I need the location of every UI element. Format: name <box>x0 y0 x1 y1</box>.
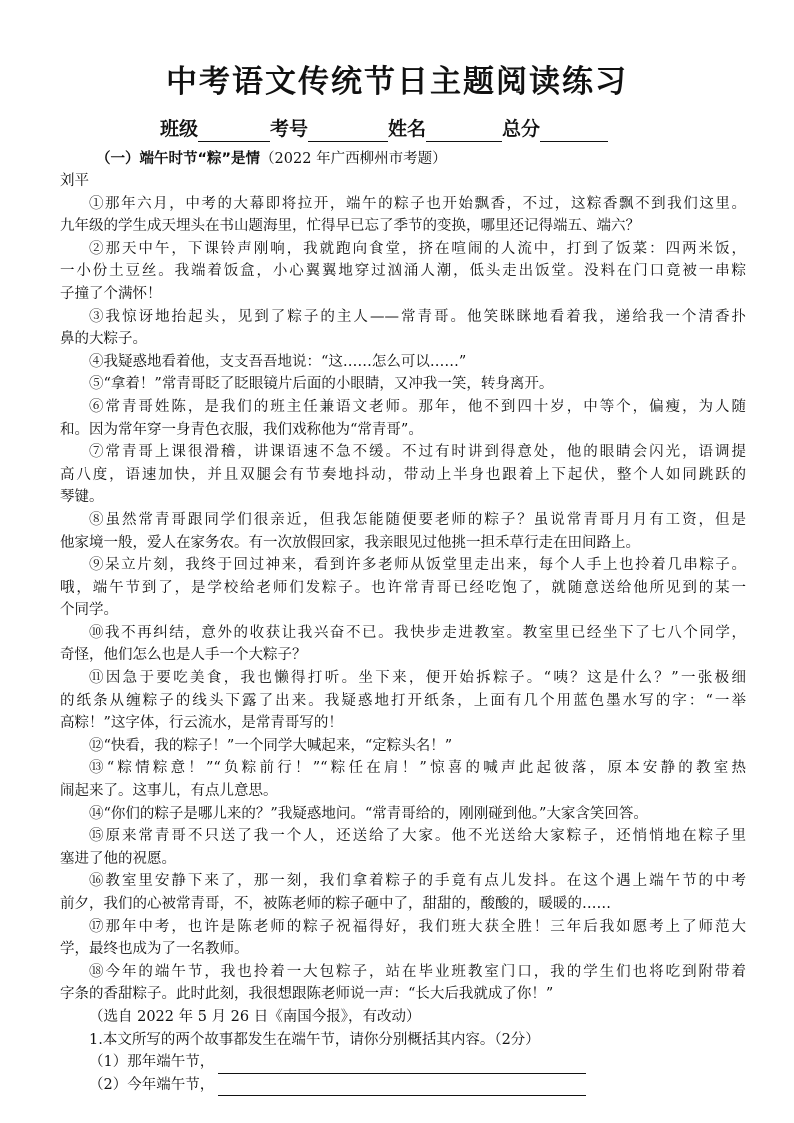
paragraph-line: ⑮原来常青哥不只送了我一个人，还送给了大家。他不光送给大家粽子，还悄悄地在粽子里 <box>89 828 746 845</box>
class-blank[interactable] <box>198 121 270 142</box>
paragraph-line: 鼻的大粽子。 <box>60 331 147 348</box>
paragraph-line: 个同学。 <box>60 602 118 619</box>
paragraph <box>60 757 746 802</box>
citation: （选自 2022 年 5 月 26 日《南国今报》，有改动） <box>89 1008 421 1025</box>
paragraph-line: ⑱今年的端午节，我也拎着一大包粽子，站在毕业班教室门口，我的学生们也将吃到附带着 <box>89 963 746 980</box>
paragraph <box>60 396 746 441</box>
answer-row <box>60 1074 746 1097</box>
paragraph-line: 和。因为常年穿一身青色衣服，我们戏称他为“常青哥”。 <box>60 421 423 438</box>
paragraph <box>60 825 746 870</box>
paragraph-line: ⑭“你们的粽子是哪儿来的？”我疑惑地问。“常青哥给的，刚刚碰到他。”大家含笑回答。 <box>89 805 648 822</box>
paragraph-line: ②那天中午，下课铃声刚响，我就跑向食堂，挤在喧闹的人流中，打到了饭菜：四两米饭， <box>89 240 746 257</box>
section-heading <box>96 148 736 170</box>
author: 刘平 <box>60 173 89 189</box>
paragraph <box>60 803 746 826</box>
paragraph-line: 闹起来了。这事儿，有点儿意思。 <box>60 783 278 800</box>
section-title: （一）端午时节“粽”是情 <box>96 151 261 167</box>
exam-no-blank[interactable] <box>308 121 388 142</box>
paragraph-line: ⑨呆立片刻，我终于回过神来，看到许多老师从饭堂里走出来，每个人手上也拎着几串粽子。 <box>89 557 746 574</box>
paragraph-line: ⑰那年中考，也许是陈老师的粽子祝福得好，我们班大获全胜！三年后我如愿考上了师范大 <box>89 918 746 935</box>
paragraph <box>60 961 746 1006</box>
paragraph <box>60 554 746 622</box>
paragraph <box>60 667 746 735</box>
answer-blank[interactable] <box>218 1056 586 1074</box>
paragraph <box>60 441 746 509</box>
paragraph-line: ⑧虽然常青哥跟同学们很亲近，但我怎能随便要老师的粽子？虽说常青哥月月有工资，但是 <box>89 511 746 528</box>
article-body <box>60 170 746 1096</box>
name-label: 姓名 <box>388 118 427 140</box>
page-title: 中考语文传统节日主题阅读练习 <box>166 64 628 100</box>
paragraph-line: ⑤“拿着！”常青哥眨了眨眼镜片后面的小眼睛，又冲我一笑，转身离开。 <box>89 376 554 393</box>
answer-blank[interactable] <box>218 1078 586 1096</box>
answer-row <box>60 1051 746 1074</box>
paragraph-line: 子撞了个满怀！ <box>60 285 162 302</box>
paragraph-line: 九年级的学生成天埋头在书山题海里，忙得早已忘了季节的变换，哪里还记得端五、端六？ <box>60 218 640 235</box>
paragraph-line: ⑩我不再纠结，意外的收获让我兴奋不已。我快步走进教室。教室里已经坐下了七八个同学， <box>89 624 746 641</box>
paragraph-line: 前夕，我们的心被常青哥，不，被陈老师的粽子砸中了，甜甜的，酸酸的，暖暖的…… <box>60 896 611 912</box>
paragraph-line: ①那年六月，中考的大幕即将拉开，端午的粽子也开始飘香，不过，这粽香飘不到我们这里。 <box>89 195 746 212</box>
paragraph <box>60 735 746 758</box>
paragraph-line: ⑬“粽情粽意！”“负粽前行！”“粽任在肩！”惊喜的喊声此起彼落，原本安静的教室热 <box>89 760 746 777</box>
answer-label: （1）那年端午节， <box>89 1054 215 1071</box>
paragraph <box>60 622 746 667</box>
class-label: 班级 <box>160 118 199 140</box>
paragraph-line: ⑫“快看，我的粽子！”一个同学大喊起来，“定粽头名！” <box>89 737 453 754</box>
paragraph <box>60 238 746 306</box>
paragraph-line: 高粽！”这字体，行云流水，是常青哥写的！ <box>60 715 343 732</box>
paragraph-line: ④我疑惑地看着他，支支吾吾地说：“这……怎么可以……” <box>89 353 467 370</box>
paragraph-line: 奇怪，他们怎么也是人手一个大粽子？ <box>60 647 307 664</box>
name-blank[interactable] <box>426 121 502 142</box>
article-paragraphs <box>60 193 746 1006</box>
paragraph-line: 字条的香甜粽子。此时此刻，我很想跟陈老师说一声：“长大后我就成了你！” <box>60 986 554 1003</box>
paragraph-line: 塞进了他的祝愿。 <box>60 850 176 867</box>
score-label: 总分 <box>502 118 541 140</box>
paragraph <box>60 306 746 351</box>
paragraph-line: ③我惊讶地抬起头，见到了粽子的主人——常青哥。他笑眯眯地看着我，递给我一个清香扑 <box>89 308 746 325</box>
paragraph-line: 琴键。 <box>60 489 104 506</box>
paragraph-line: ⑥常青哥姓陈，是我们的班主任兼语文老师。那年，他不到四十岁，中等个，偏瘦，为人随 <box>89 398 746 415</box>
question-prompt: 1.本文所写的两个故事都发生在端午节，请你分别概括其内容。（2分） <box>89 1031 540 1048</box>
answer-label: （2）今年端午节， <box>89 1076 215 1093</box>
paragraph-line: 的纸条从缠粽子的线头下露了出来。我疑惑地打开纸条，上面有几个用蓝色墨水写的字：“一举 <box>60 692 746 709</box>
section-source: （2022 年广西柳州市考题） <box>260 151 447 167</box>
paragraph-line: ⑯教室里安静下来了，那一刻，我们拿着粽子的手竟有点儿发抖。在这个遇上端午节的中考 <box>89 873 746 890</box>
paragraph-line: ⑦常青哥上课很滑稽，讲课语速不急不缓。不过有时讲到得意处，他的眼睛会闪光，语调提 <box>89 444 746 461</box>
student-info-row <box>160 116 660 142</box>
paragraph-line: 他家境一般，爱人在家务农。有一次放假回家，我亲眼见过他挑一担禾草行走在田间路上。 <box>60 534 640 551</box>
paragraph <box>60 373 746 396</box>
paragraph <box>60 193 746 238</box>
exam-no-label: 考号 <box>270 118 309 140</box>
paragraph-line: 学，最终也成为了一名教师。 <box>60 941 249 958</box>
paragraph <box>60 509 746 554</box>
paragraph <box>60 351 746 374</box>
paragraph-line: 哦，端午节到了，是学校给老师们发粽子。也许常青哥已经吃饱了，就随意送给他所见到的某一 <box>60 579 746 596</box>
paragraph-line: ⑪因急于要吃美食，我也懒得打听。坐下来，便开始拆粽子。“咦？这是什么？”一张极细 <box>89 670 746 687</box>
paragraph <box>60 916 746 961</box>
answer-lines <box>60 1051 746 1096</box>
score-blank[interactable] <box>540 121 608 142</box>
paragraph-line: 高八度，语速加快，并且双腿会有节奏地抖动，带动上半身也跟着上下起伏，整个人如同跳跃的 <box>60 466 746 483</box>
paragraph <box>60 870 746 915</box>
paragraph-line: 一小份土豆丝。我端着饭盒，小心翼翼地穿过汹涌人潮，低头走出饭堂。没料在门口竟被一串粽 <box>60 263 746 280</box>
